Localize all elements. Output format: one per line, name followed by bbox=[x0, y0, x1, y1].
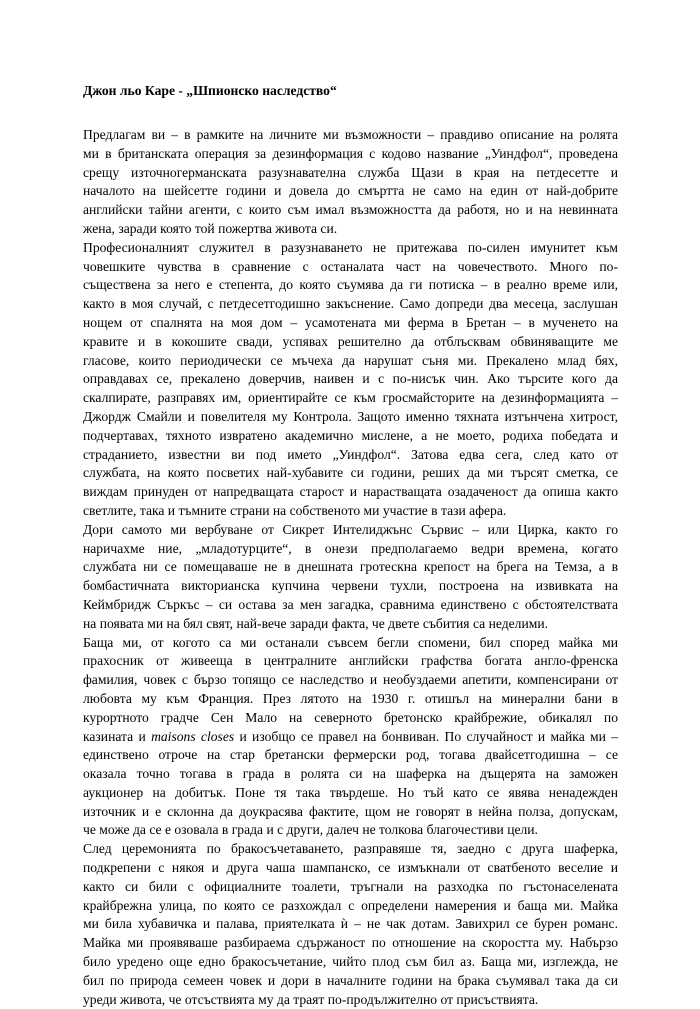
text-line: нощем от спалнята на моя дом – усамотената ми ферма в Бретан – в мученето на bbox=[83, 314, 618, 330]
text-line: бомбастичната викторианска купчина червени тухли, построена на извивката на bbox=[83, 578, 618, 594]
text-line: Кеймбридж Съркъс – си остава за мен загадка, сравнима единствено с обстоятелствата bbox=[83, 596, 618, 612]
text-line: Джордж Смайли и повелителя му Контрола. Защото именно тяхната изтънчена хитрост, bbox=[83, 408, 618, 424]
text-line: Професионалният служител в разузнаването не притежава по-силен имунитет към bbox=[83, 239, 618, 255]
text-line: бил по природа семеен човек и дори в началните години на брака съумявал така да си bbox=[83, 972, 618, 988]
paragraph bbox=[83, 634, 618, 841]
text-line: оказала точно тогава в града в ролята си на шаферка на дъщерята на заможен bbox=[83, 766, 618, 782]
paragraph bbox=[83, 239, 618, 521]
text-line: Дори самото ми вербуване от Сикрет Интелиджънс Сървис – или Цирка, както го bbox=[83, 521, 618, 537]
text-line: службата, на която посветих най-хубавите си години, реших да ми търсят сметка, се bbox=[83, 465, 618, 481]
text-line: кравите и в кокошите свади, успявах решително да отблъсквам обвиняващите ме bbox=[83, 333, 618, 349]
text-line: гласове, които периодически се мъчеха да нарушат съня ми. Прекалено млад бях, bbox=[83, 352, 618, 368]
document-body bbox=[83, 126, 618, 1009]
italic-phrase: maisons closes bbox=[151, 728, 235, 744]
text-line: началото на шейсетте години и довела до смъртта не само на един от най-добрите bbox=[83, 183, 618, 199]
document-title: Джон льо Каре - „Шпионско наследство“ bbox=[83, 83, 337, 98]
text-line: аукционер на добитък. Поне тя така твърдеше. Но тъй като се явява ненадежден bbox=[83, 784, 618, 800]
paragraph bbox=[83, 126, 618, 239]
text-line: След церемонията по бракосъчетаването, разправяше тя, заедно с друга шаферка, bbox=[83, 841, 618, 857]
text-line: Баща ми, от когото са ми останали съвсем бегли спомени, бил според майка ми bbox=[83, 634, 618, 650]
text-line: ми била хубавичка и палава, приятелката ѝ – не чак дотам. Завихрил се бурен романс. bbox=[83, 916, 618, 932]
text-line: както си били с официалните тоалети, тръгнали на разходка по гъстонаселената bbox=[83, 878, 618, 894]
text-line: службата ни се помещаваше не в днешната гротескна крепост на брега на Темза, а в bbox=[83, 559, 618, 575]
text-line: както в моя случай, с петдесетгодишно закъснение. Само допреди два месеца, заслушан bbox=[83, 296, 618, 312]
paragraph bbox=[83, 840, 618, 1009]
text-line: било уредено още едно бракосъчетание, чийто плод съм бил аз. Баща ми, изглежда, не bbox=[83, 954, 618, 970]
text-line: скалпирате, разправях им, ориентирайте се към гросмайсторите на дезинформацията – bbox=[83, 390, 618, 406]
text-line: срещу източногерманската разузнавателна служба Щази в края на петдесетте и bbox=[83, 164, 618, 180]
text-line: съществена за него е степента, до която съумява да ги потиска – в реално време или, bbox=[83, 277, 618, 293]
text-line: че може да се е озовала в града и с други, далеч не толкова благочестиви цели. bbox=[83, 822, 538, 838]
text-line: уреди живота, че отсъствията му да траят по-продължително от присъствията. bbox=[83, 991, 539, 1007]
text-line: светлите, така и тъмните страни на собственото ми участие в тази афера. bbox=[83, 502, 507, 518]
paragraph bbox=[83, 521, 618, 634]
text-line: източник и е склонна да доукрасява фактите, щом не говорят в нейна полза, допускам, bbox=[83, 803, 618, 819]
text-line: на появата ми на бял свят, най-вече заради факта, че двете събития са неделими. bbox=[83, 615, 549, 631]
text-line: виждам принуден от напредващата старост и нарастващата озадаченост да опиша както bbox=[83, 484, 618, 500]
text-line: подчертавах, тяхното извратено академично мислене, а не моето, родиха победата и bbox=[83, 427, 618, 443]
text-line: английски тайни агенти, с които съм имал възможността да работя, но и на невинната bbox=[83, 202, 618, 218]
text-line: наричахме ние, „младотурците“, в онези предполагаемо ведри времена, когато bbox=[83, 540, 618, 556]
text-line: фамилия, човек с бързо топящо се наследство и необуздаеми апетити, компенсирани от bbox=[83, 672, 618, 688]
text-line: Майка ми проявяваше разбираема сдържаност по отношение на скоростта му. Набързо bbox=[83, 935, 618, 951]
text-line: страданието, известни ви под името „Уиндфол“. Затова едва сега, след като от bbox=[83, 446, 618, 462]
text-line: единствено отроче на стар бретански фермерски род, тогава двайсетгодишна – се bbox=[83, 747, 618, 763]
text-line: прахосник от живееща в централните английски графства богата англо-френска bbox=[83, 653, 618, 669]
text-line: любовта му към Франция. През лятото на 1930 г. отишъл на минерални бани в bbox=[83, 690, 618, 706]
text-line: оправдавах се, прекалено доверчив, наивен и с по-нисък чин. Ако търсите кого да bbox=[83, 371, 618, 387]
text-line: човешките чувства в сравнение с останалата част на човечеството. Много по- bbox=[83, 258, 618, 274]
text-line: курортното градче Сен Мало на северното бретонско крайбрежие, обикалял по bbox=[83, 709, 618, 725]
text-line: казината и maisons closes и изобщо се правел на бонвиван. По случайност и майка ми – bbox=[83, 728, 619, 744]
text-line: крайбрежна улица, по която се разхождал с определени намерения и баща ми. Майка bbox=[83, 897, 618, 913]
text-line: подкрепени с някоя и друга чаша шампанско, се измъкнали от сватбеното веселие и bbox=[83, 860, 618, 876]
text-line: жена, заради която той пожертва живота си. bbox=[83, 220, 338, 236]
text-line: Предлагам ви – в рамките на личните ми възможности – правдиво описание на ролята bbox=[83, 127, 618, 142]
text-line: ми в британската операция за дезинформация с кодово название „Уиндфол“, проведена bbox=[83, 145, 618, 161]
